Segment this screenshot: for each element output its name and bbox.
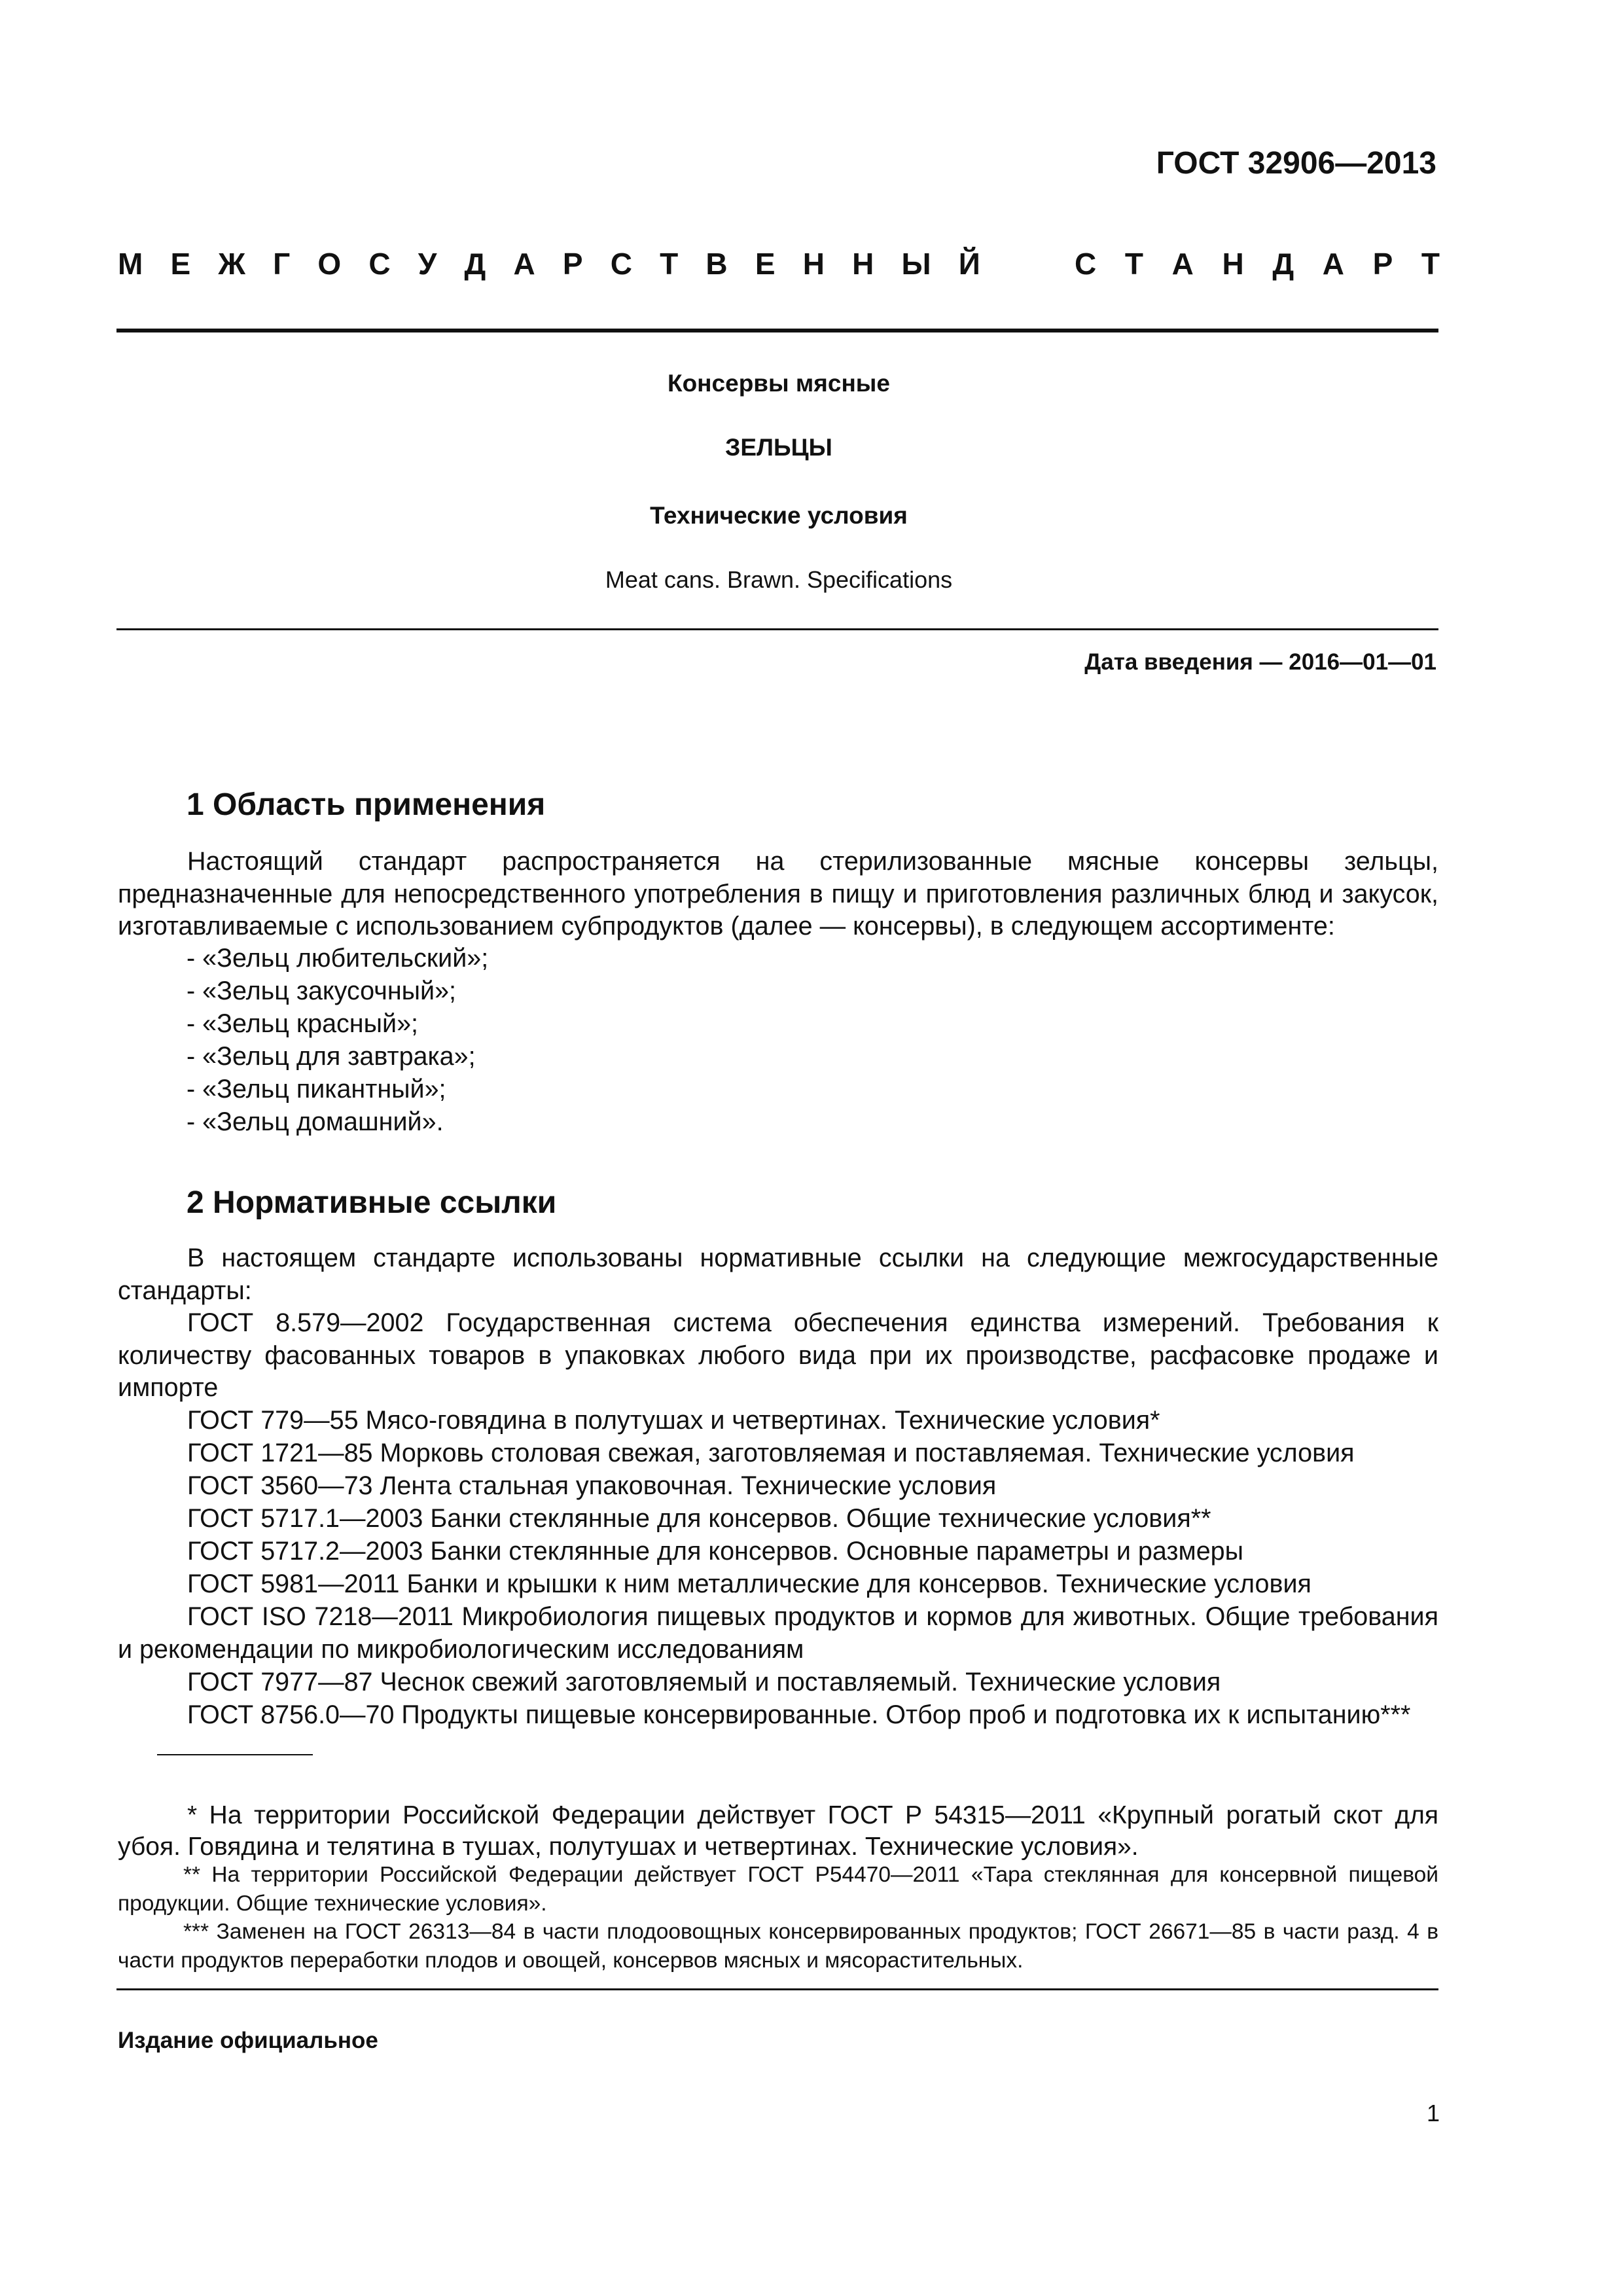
section-1-paragraph: Настоящий стандарт распространяется на стерилизованные мясные консервы зельцы, предназначенные для непосредственного употребления в пищу и приготовления различных блюд и закусок, изготавливаемые с использованием субпродуктов (далее — консервы), в следующем ассортименте: — [118, 847, 1438, 941]
title-letter: Н — [852, 247, 874, 281]
reference-item: ГОСТ 5717.2—2003 Банки стеклянные для консервов. Основные параметры и размеры — [187, 1537, 1244, 1566]
standard-type-title — [118, 246, 1440, 281]
list-item: - «Зельц для завтрака»; — [187, 1042, 476, 1071]
introduction-date: Дата введения — 2016—01—01 — [1084, 649, 1436, 675]
title-letter: Г — [273, 247, 291, 281]
title-rule — [116, 628, 1438, 630]
reference-item: ГОСТ 5717.1—2003 Банки стеклянные для консервов. Общие технические условия** — [187, 1504, 1211, 1533]
top-rule — [116, 329, 1438, 332]
title-letter: Н — [802, 247, 825, 281]
title-letter: А — [1171, 247, 1194, 281]
section-1-heading: 1 Область применения — [187, 787, 546, 822]
official-edition-label: Издание официальное — [118, 2028, 378, 2053]
title-letter: В — [705, 247, 728, 281]
title-letter: Н — [1222, 247, 1244, 281]
title-letter: Т — [1124, 247, 1143, 281]
title-letter: Р — [1372, 247, 1393, 281]
section-2-intro: В настоящем стандарте использованы нормативные ссылки на следующие межгосударственные стандарты: — [118, 1244, 1438, 1305]
reference-item: ГОСТ 779—55 Мясо-говядина в полутушах и четвертинах. Технические условия* — [187, 1406, 1160, 1435]
title-letter: Д — [464, 247, 486, 281]
title-letter: С — [1075, 247, 1097, 281]
document-subtitle: Технические условия — [650, 502, 908, 529]
reference-item: ГОСТ 8756.0—70 Продукты пищевые консервированные. Отбор проб и подготовка их к испытанию*** — [187, 1700, 1411, 1729]
list-item: - «Зельц домашний». — [187, 1107, 444, 1136]
title-letter: Т — [1421, 247, 1440, 281]
section-2-heading: 2 Нормативные ссылки — [187, 1185, 557, 1220]
reference-item: ГОСТ 7977—87 Чеснок свежий заготовляемый и поставляемый. Технические условия — [187, 1668, 1221, 1696]
title-letter: С — [368, 247, 391, 281]
list-item: - «Зельц любительский»; — [187, 944, 489, 973]
title-letter: Ж — [218, 247, 245, 281]
product-group-title: Консервы мясные — [668, 370, 890, 397]
reference-item: ГОСТ 3560—73 Лента стальная упаковочная. Технические условия — [187, 1471, 997, 1500]
footer-rule — [116, 1988, 1438, 1990]
list-item: - «Зельц закусочный»; — [187, 977, 457, 1005]
title-letter: Р — [562, 247, 583, 281]
gost-number: ГОСТ 32906—2013 — [1156, 146, 1436, 181]
title-letter: М — [118, 247, 143, 281]
title-letter: О — [317, 247, 342, 281]
document-title: ЗЕЛЬЦЫ — [725, 434, 832, 461]
title-letter: Е — [170, 247, 191, 281]
title-letter: А — [513, 247, 535, 281]
page-number: 1 — [1426, 2100, 1440, 2126]
reference-item: ГОСТ 5981—2011 Банки и крышки к ним металлические для консервов. Технические условия — [187, 1570, 1311, 1598]
title-letter: А — [1322, 247, 1344, 281]
reference-item: ГОСТ ISO 7218—2011 Микробиология пищевых продуктов и кормов для животных. Общие требования и рекомендации по микробиологическим исследованиям — [118, 1602, 1438, 1664]
footnote-2: ** На территории Российской Федерации действует ГОСТ Р54470—2011 «Тара стеклянная для консервной пищевой продукции. Общие технические условия». — [118, 1863, 1438, 1916]
title-letter: У — [418, 247, 437, 281]
footnote-1: * На территории Российской Федерации действует ГОСТ Р 54315—2011 «Крупный рогатый скот для убоя. Говядина и телятина в тушах, полутушах и четвертинах. Технические условия». — [118, 1801, 1438, 1861]
standard-type-word-1 — [118, 246, 980, 281]
list-item: - «Зельц пикантный»; — [187, 1075, 446, 1103]
english-title: Meat cans. Brawn. Specifications — [605, 566, 953, 593]
list-item: - «Зельц красный»; — [187, 1009, 419, 1038]
title-letter: Ы — [901, 247, 931, 281]
title-letter: Е — [755, 247, 776, 281]
reference-item: ГОСТ 8.579—2002 Государственная система обеспечения единства измерений. Требования к количеству фасованных товаров в упаковках любого вида при их производстве, расфасовке продаже и импорте — [118, 1308, 1438, 1402]
footnote-separator — [157, 1754, 313, 1755]
reference-item: ГОСТ 1721—85 Морковь столовая свежая, заготовляемая и поставляемая. Технические условия — [187, 1439, 1355, 1467]
footnote-3: *** Заменен на ГОСТ 26313—84 в части плодоовощных консервированных продуктов; ГОСТ 26671—85 в части разд. 4 в части продуктов переработки плодов и овощей, консервов мясных и мясорастительных. — [118, 1920, 1438, 1973]
title-letter: С — [610, 247, 632, 281]
title-letter: Й — [958, 247, 980, 281]
standard-type-word-2 — [1075, 246, 1440, 281]
title-letter: Т — [660, 247, 679, 281]
title-letter: Д — [1272, 247, 1294, 281]
